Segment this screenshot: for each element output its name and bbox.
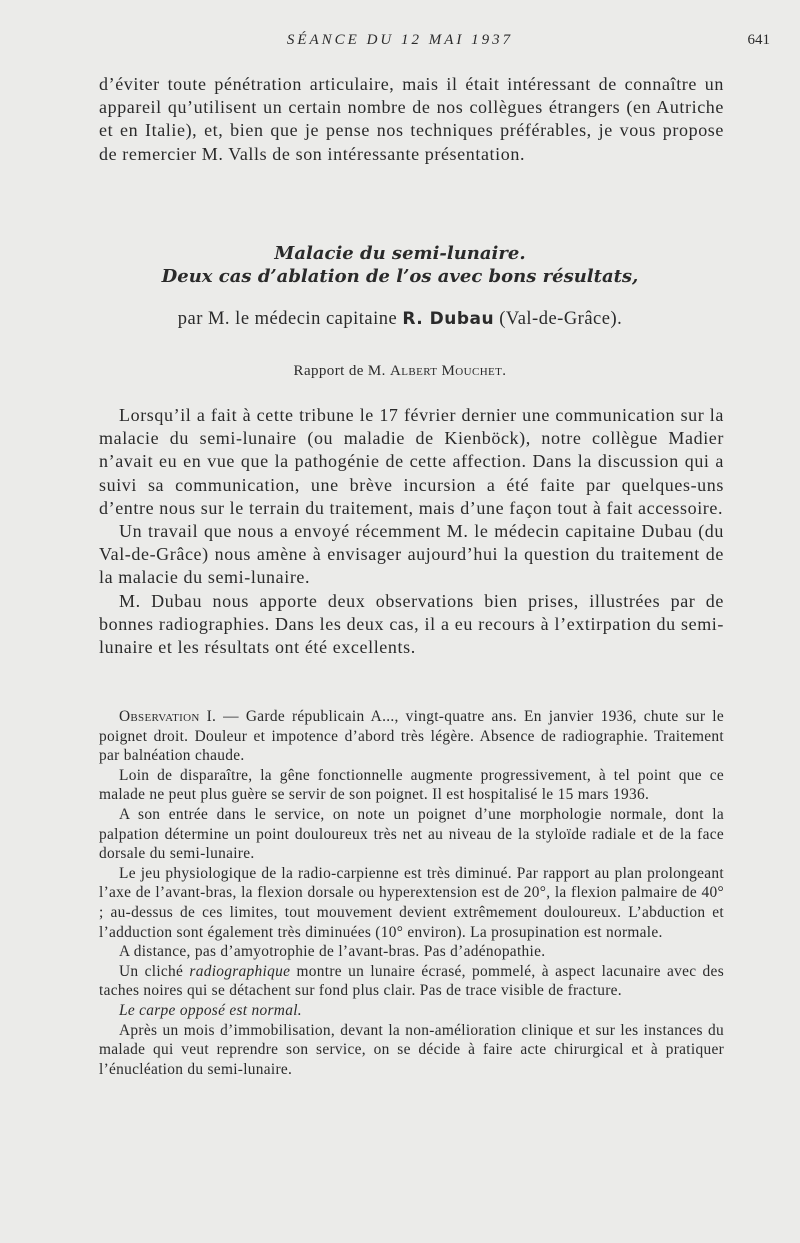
intro-paragraph xyxy=(99,73,724,166)
byline xyxy=(0,309,800,330)
rapport-name: Albert Mouchet. xyxy=(389,363,507,379)
observation-paragraph-7: Le carpe opposé est normal. xyxy=(119,1001,302,1019)
observation-paragraph-2: Loin de disparaître, la gêne fonctionnelle augmente progressivement, à tel point que ce malade ne peut plus guère se servir de son poignet. Il est hospitalisé le 15 mars 1936. xyxy=(99,766,724,804)
observation-label: Observation I. xyxy=(119,708,217,725)
byline-affiliation: (Val-de-Grâce). xyxy=(499,309,623,329)
obs-p6-emphasis: radiographique xyxy=(189,962,291,980)
running-head xyxy=(0,32,800,60)
body-paragraph-1: Lorsqu’il a fait à cette tribune le 17 février dernier une communication sur la malacie du semi-lunaire (ou maladie de Kienböck), notre collègue Madier n’avait eu en vue que la pathogénie de cette affection. Dans la discussion qui a suivi sa communication, une brève incursion a été faite par quelques-uns d’entre nous sur le terrain du traitement, mais d’une façon tout à fait accessoire. xyxy=(99,405,724,518)
observation-text-1: — Garde républicain A..., vingt-quatre ans. En janvier 1936, chute sur le poignet droit. Douleur et impotence d’abord très légère. Absence de radiographie. Traitement par balnéation chaude. xyxy=(99,708,724,765)
rapport-line xyxy=(0,363,800,380)
rapport-prefix: Rapport de M. xyxy=(293,363,386,379)
intro-text: d’éviter toute pénétration articulaire, mais il était intéressant de connaître un appareil qu’utilisent un certain nombre de nos collègues étrangers (en Autriche et en Italie), et, bien que je pense nos techniques préférables, je vous propose de remercier M. Valls de son intéressante présentation. xyxy=(99,74,724,164)
author-name: R. Dubau xyxy=(402,309,495,329)
observation-paragraph-5: A distance, pas d’amyotrophie de l’avant-bras. Pas d’adénopathie. xyxy=(119,943,546,961)
body-paragraph-2: Un travail que nous a envoyé récemment M. le médecin capitaine Dubau (du Val-de-Grâce) nous amène à envisager aujourd’hui la question du traitement de la malacie du semi-lunaire. xyxy=(99,521,724,588)
observation-paragraph-3: A son entrée dans le service, on note un poignet d’une morphologie normale, dont la palpation détermine un point douloureux très net au niveau de la styloïde radiale et de la face dorsale du semi-lunaire. xyxy=(99,805,724,863)
observation-block xyxy=(99,707,724,1079)
observation-paragraph-8: Après un mois d’immobilisation, devant la non-amélioration clinique et sur les instances du malade qui veut reprendre son service, on se décide à faire acte chirurgical et à pratiquer l’énucléation du semi-lunaire. xyxy=(99,1021,724,1078)
article-title-line-2: Deux cas d’ablation de l’os avec bons résultats, xyxy=(161,266,639,287)
observation-paragraph-1 xyxy=(99,707,724,766)
page-number: 641 xyxy=(747,32,770,48)
obs-p6-end: montre un lunaire écrasé, pommelé, à aspect lacunaire avec des taches noires qui se détachent sur fond plus clair. Pas de trace visible de fracture. xyxy=(99,962,724,1000)
byline-prefix: par M. le médecin capitaine xyxy=(177,309,398,329)
body-paragraph-3: M. Dubau nous apporte deux observations bien prises, illustrées par de bonnes radiographies. Dans les deux cas, il a eu recours à l’extirpation du semi-lunaire et les résultats ont été excellents. xyxy=(99,590,724,658)
article-title-line-1: Malacie du semi-lunaire. xyxy=(274,243,526,264)
running-head-title: SÉANCE DU 12 MAI 1937 xyxy=(286,32,514,48)
observation-paragraph-6 xyxy=(99,962,724,1001)
obs-p6-start: Un cliché xyxy=(119,962,184,980)
observation-paragraph-4: Le jeu physiologique de la radio-carpienne est très diminué. Par rapport au plan prolongeant l’axe de l’avant-bras, la flexion dorsale ou hyperextension est de 20°, la flexion palmaire de 40° ; au-dessus de ces limites, tout mouvement devient extrêmement douloureux. L’abduction et l’adduction sont également très diminuées (10° environ). La prosupination est normale. xyxy=(99,864,724,941)
report-body xyxy=(99,404,724,659)
